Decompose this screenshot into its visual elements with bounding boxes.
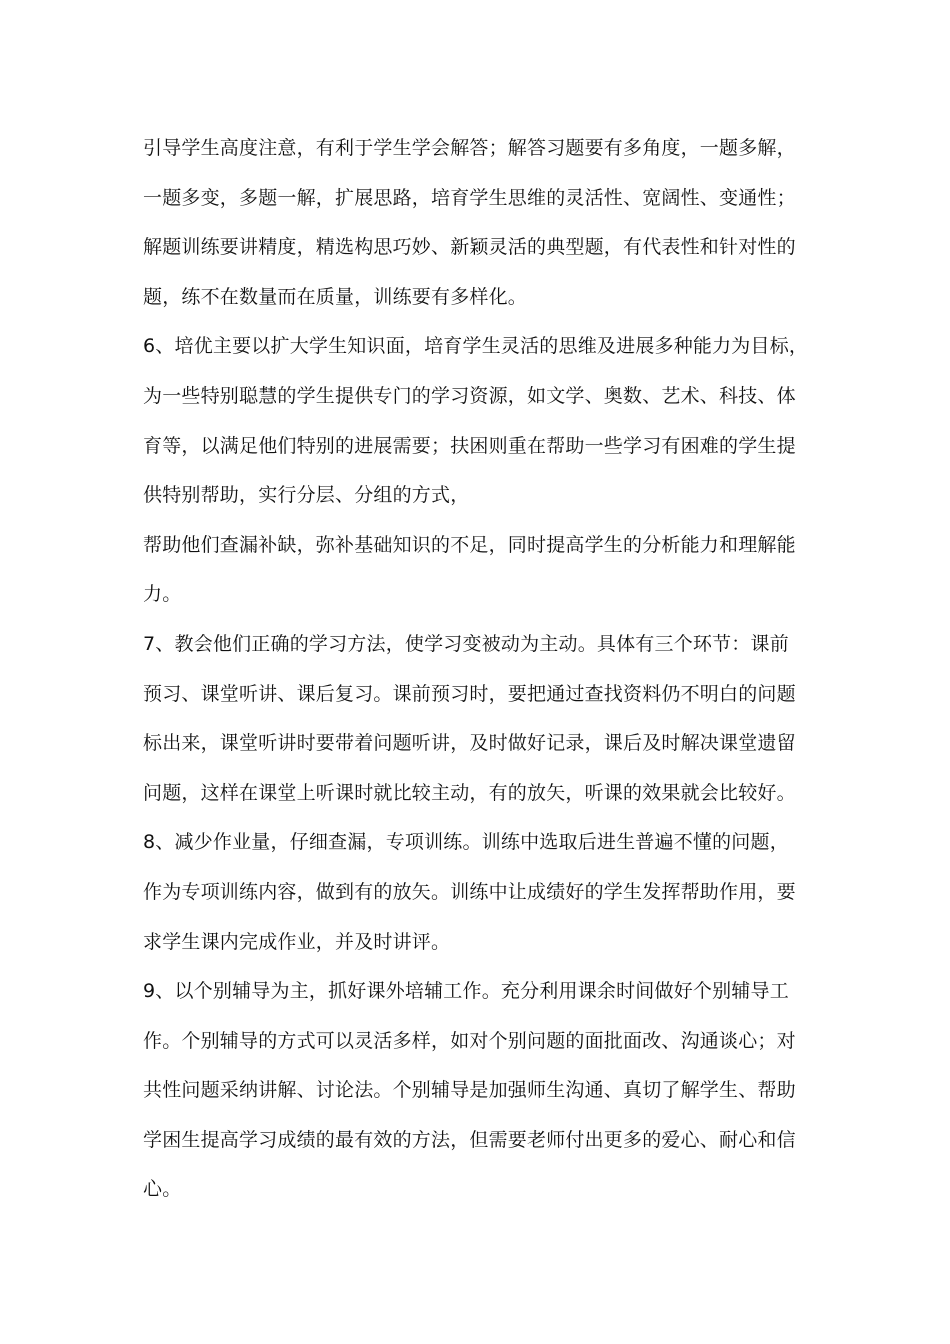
text-line: 解题训练要讲精度，精选构思巧妙、新颖灵活的典型题，有代表性和针对性的	[143, 236, 796, 259]
text-line: 作。个别辅导的方式可以灵活多样，如对个别问题的面批面改、沟通谈心；对	[143, 1029, 796, 1052]
text-line: 一题多变，多题一解，扩展思路，培育学生思维的灵活性、宽阔性、变通性；	[143, 186, 796, 209]
text-line: 6、培优主要以扩大学生知识面，培育学生灵活的思维及进展多种能力为目标，	[143, 335, 809, 358]
text-line: 力。	[143, 583, 182, 606]
text-line: 8、减少作业量，仔细查漏，专项训练。训练中选取后进生普遍不懂的问题，	[143, 831, 789, 854]
text-line: 题，练不在数量而在质量，训练要有多样化。	[143, 285, 528, 308]
text-line: 学困生提高学习成绩的最有效的方法，但需要老师付出更多的爱心、耐心和信	[143, 1128, 796, 1151]
text-line: 7、教会他们正确的学习方法，使学习变被动为主动。具体有三个环节：课前	[143, 632, 789, 655]
text-line: 预习、课堂听讲、课后复习。课前预习时，要把通过查找资料仍不明白的问题	[143, 682, 796, 705]
text-line: 供特别帮助，实行分层、分组的方式，	[143, 484, 470, 507]
text-line: 育等，以满足他们特别的进展需要；扶困则重在帮助一些学习有困难的学生提	[143, 434, 796, 457]
text-line: 作为专项训练内容，做到有的放矢。训练中让成绩好的学生发挥帮助作用，要	[143, 880, 796, 903]
text-line: 心。	[143, 1178, 182, 1201]
text-line: 引导学生高度注意，有利于学生学会解答；解答习题要有多角度，一题多解，	[143, 137, 796, 159]
text-line: 共性问题采纳讲解、讨论法。个别辅导是加强师生沟通、真切了解学生、帮助	[143, 1079, 796, 1102]
text-line: 为一些特别聪慧的学生提供专门的学习资源，如文学、奥数、艺术、科技、体	[143, 384, 796, 407]
text-line: 问题，这样在课堂上听课时就比较主动，有的放矢，听课的效果就会比较好。	[143, 781, 796, 804]
text-line: 9、以个别辅导为主，抓好课外培辅工作。充分利用课余时间做好个别辅导工	[143, 980, 789, 1003]
text-line: 帮助他们查漏补缺，弥补基础知识的不足，同时提高学生的分析能力和理解能	[143, 533, 796, 556]
body-text	[143, 124, 813, 1215]
text-line: 标出来，课堂听讲时要带着问题听讲，及时做好记录，课后及时解决课堂遗留	[143, 732, 796, 755]
text-line: 求学生课内完成作业，并及时讲评。	[143, 930, 451, 953]
